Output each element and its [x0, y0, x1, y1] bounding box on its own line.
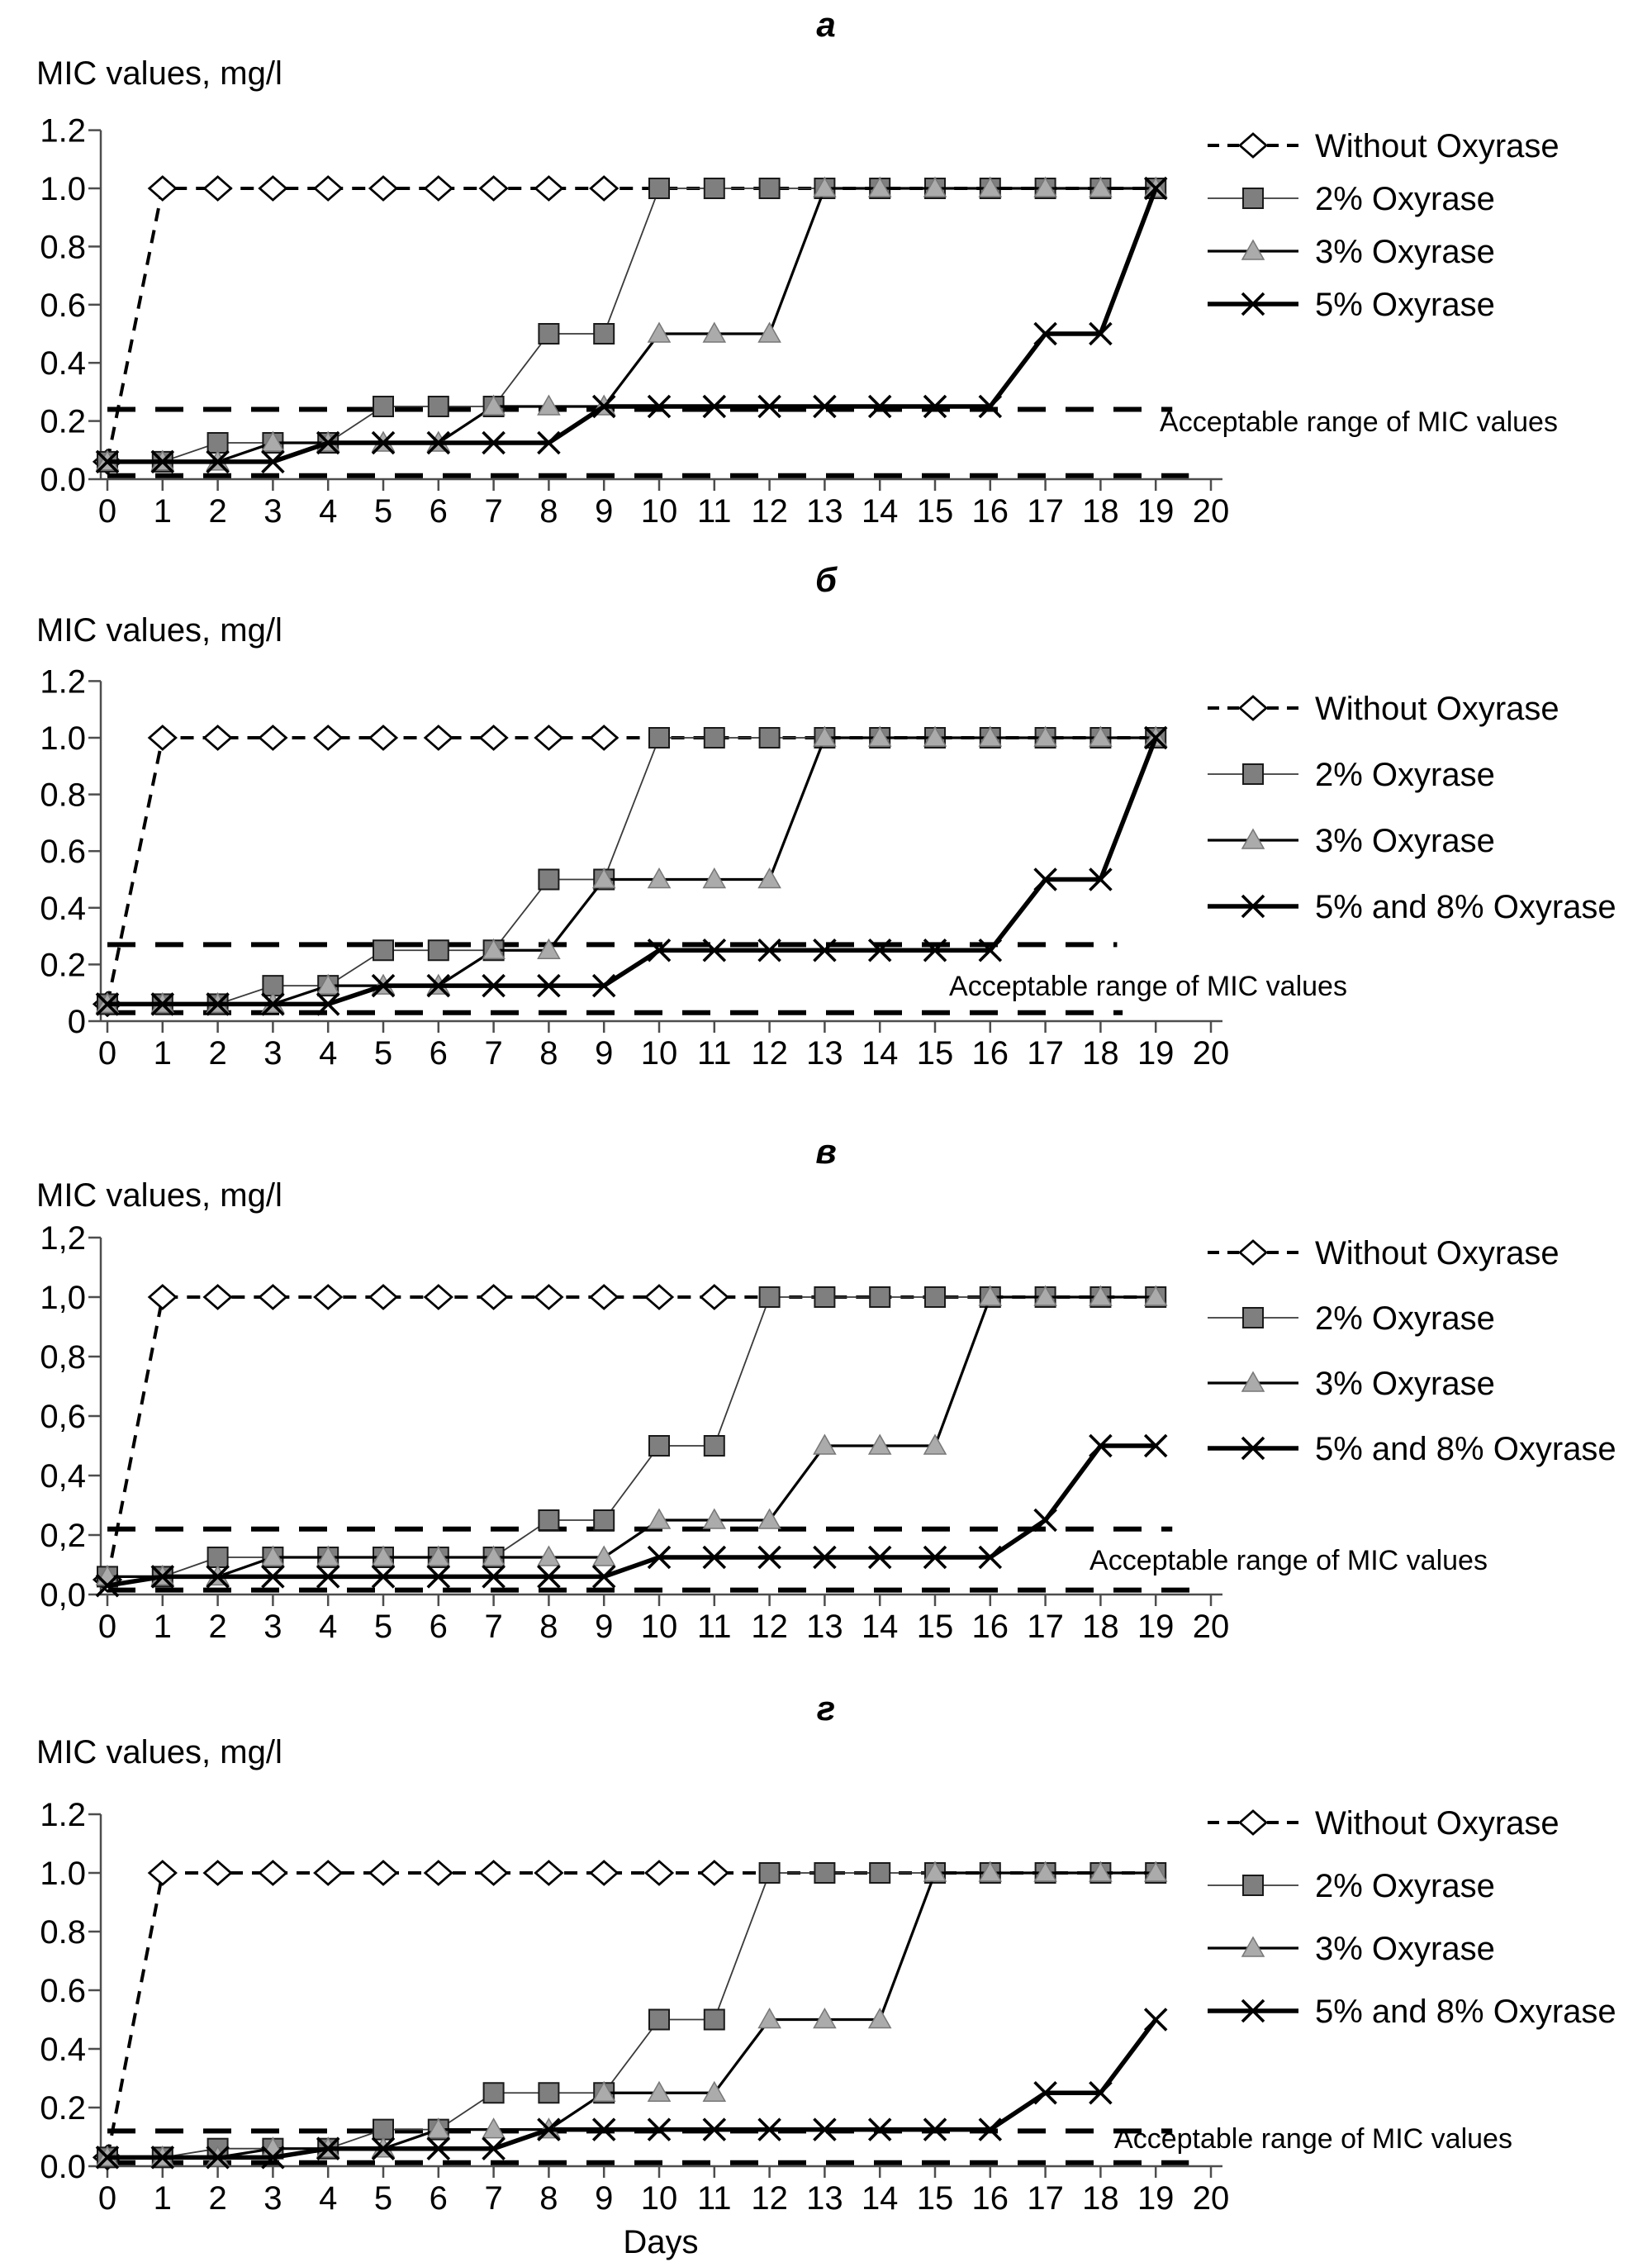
x-axis-title: Days	[623, 2224, 699, 2260]
diamond-marker	[259, 726, 286, 749]
y-tick-label: 0,2	[40, 1518, 86, 1554]
x-tick-label: 14	[861, 1035, 899, 1072]
legend-label: 2% Oxyrase	[1315, 181, 1495, 217]
y-tick-label: 0.8	[40, 1914, 86, 1951]
x-tick-label: 16	[971, 2180, 1009, 2217]
x-tick-label: 0	[97, 2180, 117, 2217]
x-tick-label: 15	[916, 1609, 954, 1645]
legend-label: 2% Oxyrase	[1315, 1868, 1495, 1904]
y-tick-label: 0,8	[40, 1339, 86, 1376]
x-tick-label: 3	[263, 1609, 282, 1645]
y-tick-label: 0.0	[40, 2149, 86, 2185]
x-tick-label: 10	[640, 1609, 678, 1645]
x-tick-label: 19	[1137, 1609, 1175, 1645]
diamond-marker	[425, 726, 452, 749]
x-tick-label: 2	[208, 1035, 227, 1072]
diamond-marker	[205, 726, 231, 749]
legend-label: 3% Oxyrase	[1315, 1366, 1495, 1402]
x-tick-label: 3	[263, 1035, 282, 1072]
square-marker	[373, 2120, 393, 2140]
square-marker	[373, 397, 393, 416]
panel-title: б	[814, 560, 838, 599]
acceptable-range-label: Acceptable range of MIC values	[1089, 1545, 1488, 1576]
x-tick-label: 15	[916, 1035, 954, 1072]
x-tick-label: 20	[1192, 2180, 1230, 2217]
y-tick-label: 0.4	[40, 2032, 86, 2068]
x-tick-label: 16	[971, 1609, 1009, 1645]
acceptable-range-label: Acceptable range of MIC values	[1114, 2123, 1512, 2155]
x-tick-label: 10	[640, 1035, 678, 1072]
square-marker	[760, 178, 780, 198]
y-axis-label: MIC values, mg/l	[36, 55, 282, 92]
x-tick-label: 19	[1137, 2180, 1175, 2217]
y-tick-label: 0.4	[40, 890, 86, 927]
x-tick-label: 11	[697, 493, 732, 530]
x-tick-label: 14	[861, 493, 899, 530]
diamond-marker	[259, 177, 286, 200]
square-marker	[594, 324, 614, 344]
series-line-square	[107, 188, 1156, 462]
x-tick-label: 11	[697, 1609, 732, 1645]
diamond-marker	[1240, 696, 1266, 720]
x-tick-label: 19	[1137, 493, 1175, 530]
square-marker	[649, 1436, 669, 1456]
square-marker	[705, 178, 724, 198]
x-tick-label: 8	[539, 2180, 558, 2217]
diamond-marker	[1240, 1241, 1266, 1264]
y-tick-label: 1.0	[40, 1856, 86, 1892]
x-tick-label: 13	[806, 1609, 843, 1645]
diamond-marker	[646, 1861, 672, 1884]
x-tick-label: 14	[861, 1609, 899, 1645]
legend-label: 3% Oxyrase	[1315, 1931, 1495, 1967]
x-tick-label: 4	[319, 493, 338, 530]
x-tick-label: 8	[539, 1609, 558, 1645]
square-marker	[208, 1547, 228, 1567]
panel-title: а	[816, 5, 836, 44]
x-tick-label: 3	[263, 2180, 282, 2217]
legend-label: 3% Oxyrase	[1315, 234, 1495, 270]
square-marker	[1243, 764, 1263, 784]
x-tick-label: 14	[861, 2180, 899, 2217]
x-tick-label: 4	[319, 1609, 338, 1645]
x-tick-label: 12	[751, 1035, 788, 1072]
legend-label: 2% Oxyrase	[1315, 757, 1495, 793]
diamond-marker	[370, 177, 396, 200]
x-tick-label: 20	[1192, 1035, 1230, 1072]
diamond-marker	[425, 1286, 452, 1309]
diamond-marker	[1240, 134, 1266, 157]
diamond-marker	[315, 177, 341, 200]
x-tick-label: 8	[539, 1035, 558, 1072]
legend-label: 2% Oxyrase	[1315, 1300, 1495, 1337]
x-tick-label: 1	[153, 1035, 172, 1072]
square-marker	[1243, 188, 1263, 208]
square-marker	[814, 1863, 834, 1883]
x-tick-label: 6	[429, 1035, 448, 1072]
square-marker	[1243, 1308, 1263, 1328]
diamond-marker	[205, 1861, 231, 1884]
x-tick-label: 7	[484, 1035, 503, 1072]
y-tick-label: 0.4	[40, 345, 86, 383]
x-tick-label: 17	[1027, 1609, 1064, 1645]
x-tick-label: 5	[373, 2180, 393, 2217]
square-marker	[705, 2010, 724, 2030]
diamond-marker	[535, 726, 562, 749]
square-marker	[760, 1287, 780, 1307]
series-line-x	[107, 188, 1156, 462]
x-tick-label: 7	[484, 2180, 503, 2217]
square-marker	[705, 728, 724, 748]
y-tick-label: 0,6	[40, 1399, 86, 1435]
diamond-marker	[535, 177, 562, 200]
square-marker	[649, 178, 669, 198]
chart-panel-b	[36, 560, 1616, 1072]
x-tick-label: 19	[1137, 1035, 1175, 1072]
series-line-square	[107, 1297, 1156, 1576]
x-tick-label: 20	[1192, 1609, 1230, 1645]
square-marker	[539, 870, 558, 890]
diamond-marker	[315, 726, 341, 749]
y-tick-label: 0.2	[40, 2090, 86, 2127]
diamond-marker	[370, 1286, 396, 1309]
x-tick-label: 2	[208, 1609, 227, 1645]
diamond-marker	[315, 1861, 341, 1884]
panel-title: г	[816, 1689, 836, 1728]
y-tick-label: 0,0	[40, 1577, 86, 1614]
series-line-triangle	[107, 1873, 1156, 2157]
x-tick-label: 4	[319, 2180, 338, 2217]
diamond-marker	[370, 1861, 396, 1884]
diamond-marker	[535, 1861, 562, 1884]
diamond-marker	[205, 177, 231, 200]
x-tick-label: 9	[595, 2180, 614, 2217]
y-tick-label: 1.2	[40, 663, 86, 701]
diamond-marker	[425, 177, 452, 200]
square-marker	[1243, 1875, 1263, 1895]
diamond-marker	[259, 1286, 286, 1309]
series-line-triangle	[107, 1297, 1156, 1576]
square-marker	[539, 2083, 558, 2103]
x-tick-label: 13	[806, 2180, 843, 2217]
series-line-triangle	[107, 188, 1156, 462]
y-tick-label: 0.2	[40, 403, 86, 440]
square-marker	[870, 1863, 890, 1883]
y-tick-label: 0.6	[40, 834, 86, 871]
x-tick-label: 12	[751, 493, 788, 530]
x-tick-label: 18	[1082, 2180, 1119, 2217]
acceptable-range-label: Acceptable range of MIC values	[949, 971, 1347, 1002]
square-marker	[539, 324, 558, 344]
y-tick-label: 1.2	[40, 112, 86, 150]
y-tick-label: 0.0	[40, 462, 86, 498]
diamond-marker	[370, 726, 396, 749]
diamond-marker	[150, 1861, 176, 1884]
acceptable-range-label: Acceptable range of MIC values	[1160, 406, 1558, 438]
diamond-marker	[591, 1861, 617, 1884]
x-tick-label: 18	[1082, 1035, 1119, 1072]
diamond-marker	[646, 1286, 672, 1309]
x-tick-label: 17	[1027, 493, 1064, 530]
diamond-marker	[425, 1861, 452, 1884]
diamond-marker	[259, 1861, 286, 1884]
square-marker	[925, 1287, 945, 1307]
y-tick-label: 0.6	[40, 1973, 86, 2009]
legend-label: 3% Oxyrase	[1315, 823, 1495, 859]
x-tick-label: 10	[640, 2180, 678, 2217]
diamond-marker	[150, 1286, 176, 1309]
x-tick-label: 4	[319, 1035, 338, 1072]
diamond-marker	[591, 726, 617, 749]
x-tick-label: 18	[1082, 493, 1119, 530]
square-marker	[705, 1436, 724, 1456]
square-marker	[649, 2010, 669, 2030]
square-marker	[760, 1863, 780, 1883]
diamond-marker	[701, 1861, 728, 1884]
x-tick-label: 12	[751, 1609, 788, 1645]
legend-label: 5% and 8% Oxyrase	[1315, 889, 1616, 925]
diamond-marker	[315, 1286, 341, 1309]
x-tick-label: 7	[484, 493, 503, 530]
diamond-marker	[481, 1861, 507, 1884]
x-tick-label: 9	[595, 1035, 614, 1072]
diamond-marker	[701, 1286, 728, 1309]
square-marker	[814, 1287, 834, 1307]
x-tick-label: 11	[697, 1035, 732, 1072]
square-marker	[429, 397, 449, 416]
y-tick-label: 0.2	[40, 947, 86, 984]
diamond-marker	[481, 177, 507, 200]
x-tick-label: 13	[806, 493, 843, 530]
square-marker	[760, 728, 780, 748]
diamond-marker	[535, 1286, 562, 1309]
x-tick-label: 17	[1027, 2180, 1064, 2217]
x-tick-label: 8	[539, 493, 558, 530]
legend-label: 5% and 8% Oxyrase	[1315, 1431, 1616, 1467]
diamond-marker	[150, 726, 176, 749]
x-tick-label: 0	[97, 493, 117, 530]
series-line-diamond	[107, 738, 1156, 1004]
diamond-marker	[481, 726, 507, 749]
legend-label: Without Oxyrase	[1315, 691, 1559, 727]
x-tick-label: 1	[153, 493, 172, 530]
series-line-diamond	[107, 1873, 1156, 2157]
diamond-marker	[591, 177, 617, 200]
x-tick-label: 5	[373, 493, 393, 530]
y-axis-label: MIC values, mg/l	[36, 1734, 282, 1770]
panel-title: в	[815, 1132, 837, 1171]
x-tick-label: 6	[429, 2180, 448, 2217]
x-tick-label: 10	[640, 493, 678, 530]
x-tick-label: 9	[595, 1609, 614, 1645]
x-tick-label: 11	[697, 2180, 732, 2217]
square-marker	[649, 728, 669, 748]
series-line-diamond	[107, 188, 1156, 462]
y-tick-label: 1.2	[40, 1797, 86, 1833]
x-tick-label: 16	[971, 493, 1009, 530]
legend-label: 5% Oxyrase	[1315, 287, 1495, 323]
y-tick-label: 1,0	[40, 1280, 86, 1316]
square-marker	[870, 1287, 890, 1307]
x-tick-label: 1	[153, 2180, 172, 2217]
square-marker	[594, 1510, 614, 1530]
x-tick-label: 15	[916, 493, 954, 530]
y-tick-label: 0,4	[40, 1458, 86, 1495]
x-tick-label: 2	[208, 493, 227, 530]
legend-label: Without Oxyrase	[1315, 128, 1559, 164]
x-tick-label: 1	[153, 1609, 172, 1645]
x-tick-label: 6	[429, 493, 448, 530]
y-tick-label: 0.8	[40, 229, 86, 266]
y-tick-label: 0.6	[40, 287, 86, 324]
square-marker	[373, 940, 393, 960]
diamond-marker	[1240, 1811, 1266, 1834]
series-line-x	[107, 738, 1156, 1004]
x-tick-label: 12	[751, 2180, 788, 2217]
y-tick-label: 1.0	[40, 171, 86, 207]
legend-label: 5% and 8% Oxyrase	[1315, 1994, 1616, 2030]
x-tick-label: 18	[1082, 1609, 1119, 1645]
x-tick-label: 2	[208, 2180, 227, 2217]
x-tick-label: 13	[806, 1035, 843, 1072]
diamond-marker	[205, 1286, 231, 1309]
x-tick-label: 0	[97, 1609, 117, 1645]
x-marker	[1145, 2009, 1166, 2031]
square-marker	[429, 940, 449, 960]
legend-label: Without Oxyrase	[1315, 1235, 1559, 1271]
y-tick-label: 1.0	[40, 720, 86, 757]
y-tick-label: 0.8	[40, 777, 86, 814]
chart-panel-v	[36, 1132, 1616, 1645]
series-line-square	[107, 1873, 1156, 2157]
x-tick-label: 5	[373, 1609, 393, 1645]
y-axis-label: MIC values, mg/l	[36, 612, 282, 649]
x-tick-label: 5	[373, 1035, 393, 1072]
x-tick-label: 0	[97, 1035, 117, 1072]
y-axis-label: MIC values, mg/l	[36, 1177, 282, 1214]
diamond-marker	[481, 1286, 507, 1309]
chart-panel-a	[36, 5, 1559, 530]
x-tick-label: 3	[263, 493, 282, 530]
x-tick-label: 15	[916, 2180, 954, 2217]
diamond-marker	[150, 177, 176, 200]
y-tick-label: 0	[67, 1004, 86, 1040]
x-tick-label: 16	[971, 1035, 1009, 1072]
x-tick-label: 9	[595, 493, 614, 530]
square-marker	[539, 1510, 558, 1530]
x-tick-label: 6	[429, 1609, 448, 1645]
y-tick-label: 1,2	[40, 1220, 86, 1257]
x-tick-label: 20	[1192, 493, 1230, 530]
x-tick-label: 7	[484, 1609, 503, 1645]
diamond-marker	[591, 1286, 617, 1309]
series-line-triangle	[107, 738, 1156, 1004]
chart-panel-g	[36, 1689, 1616, 2217]
legend-label: Without Oxyrase	[1315, 1805, 1559, 1842]
series-line-square	[107, 738, 1156, 1004]
square-marker	[484, 2083, 504, 2103]
x-tick-label: 17	[1027, 1035, 1064, 1072]
